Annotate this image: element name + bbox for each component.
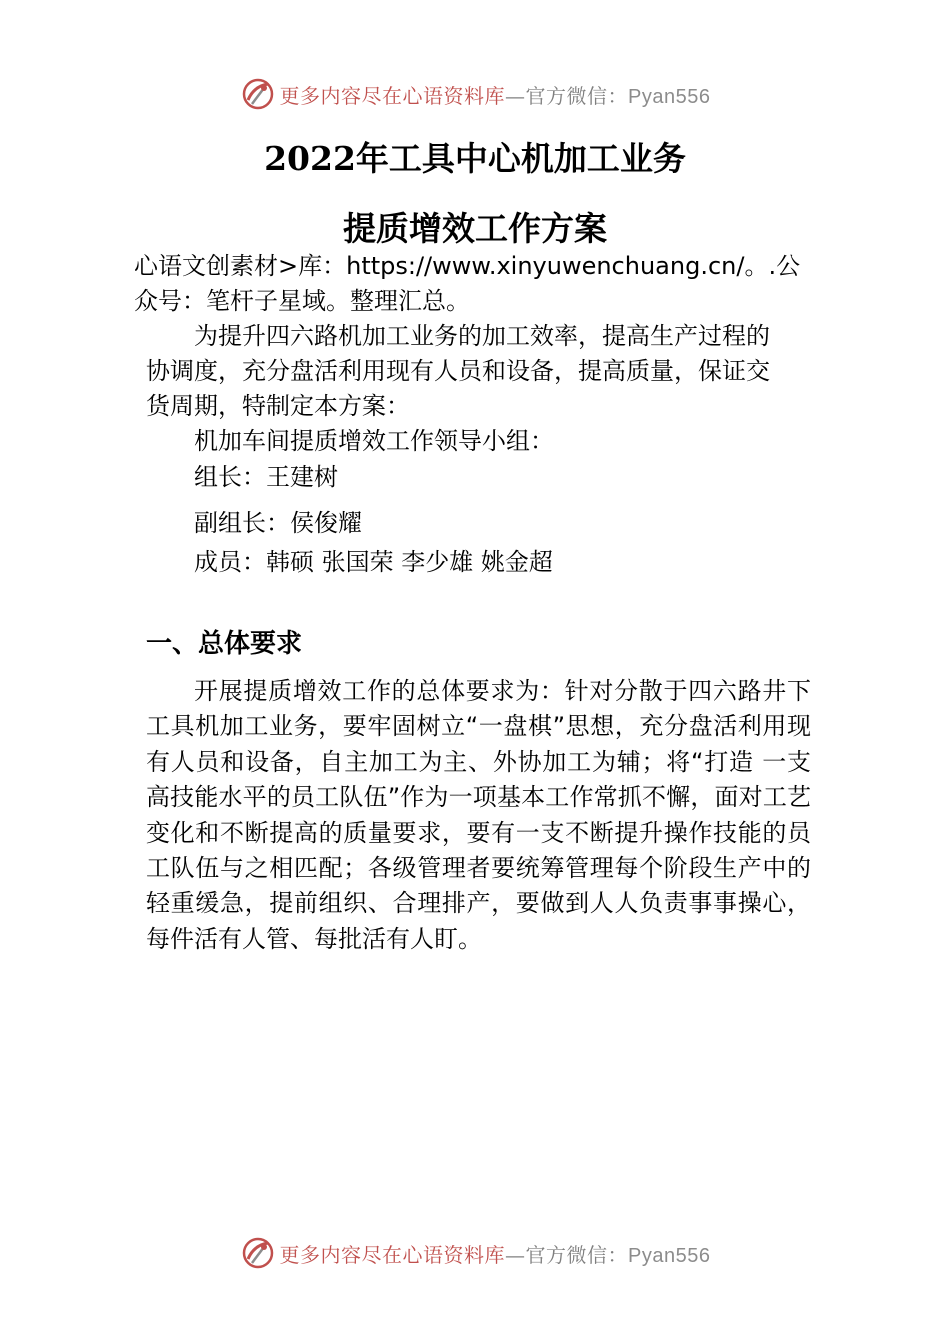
banner-main-text: 更多内容尽在心语资料库 — [279, 1242, 506, 1267]
banner-dash: — — [505, 1242, 526, 1267]
group-members: 成员：韩硕 张国荣 李少雄 姚金超 — [194, 548, 553, 576]
banner-dash: — — [505, 83, 526, 108]
intro-line-3: 货周期，特制定本方案： — [146, 392, 410, 420]
logo-icon — [240, 76, 276, 112]
intro-line-2: 协调度，充分盘活利用现有人员和设备，提高质量，保证交 — [146, 357, 770, 385]
group-deputy: 副组长：侯俊耀 — [194, 509, 362, 537]
group-leader: 组长：王建树 — [194, 463, 338, 491]
banner-wechat-id: Pyan556 — [628, 1244, 711, 1267]
intro-line-1: 为提升四六路机加工业务的加工效率，提高生产过程的 — [194, 322, 770, 350]
section-body: 开展提质增效工作的总体要求为：针对分散于四六路井下工具机加工业务，要牢固树立“一盘棋”思想，充分盘活利用现有人员和设备，自主加工为主、外协加工为辅；将“打造 一支高技能水平的员工队伍”作为一项基本工作常抓不懈，面对工艺变化和不断提高的质量要求，要有一支不断提升操作技能的员工队伍与之相匹配；各级管理者要统筹管理每个阶段生产中的轻重缓急，提前组织、合理排产，要做到人人负责事事操心，每件活有人管、每批活有人盯。 — [146, 677, 811, 953]
banner-wechat-label: 官方微信： — [525, 83, 629, 108]
banner-wechat-label: 官方微信： — [525, 1242, 629, 1267]
header-banner — [0, 72, 950, 116]
banner-text — [280, 1239, 711, 1268]
source-line-1: 心语文创素材>库：https://www.xinyuwenchuang.cn/。.公 — [134, 252, 801, 280]
source-line-2: 众号：笔杆子星域。整理汇总。 — [134, 287, 470, 315]
banner-wechat-id: Pyan556 — [628, 85, 711, 108]
banner-main-text: 更多内容尽在心语资料库 — [279, 83, 506, 108]
group-title: 机加车间提质增效工作领导小组： — [194, 427, 554, 455]
logo-icon — [240, 1235, 276, 1271]
document-title-line1: 2022年工具中心机加工业务 — [264, 139, 686, 178]
document-title-line2: 提质增效工作方案 — [343, 209, 607, 248]
section-heading: 一、总体要求 — [146, 629, 303, 659]
footer-banner — [0, 1231, 950, 1275]
banner-text — [280, 80, 711, 109]
